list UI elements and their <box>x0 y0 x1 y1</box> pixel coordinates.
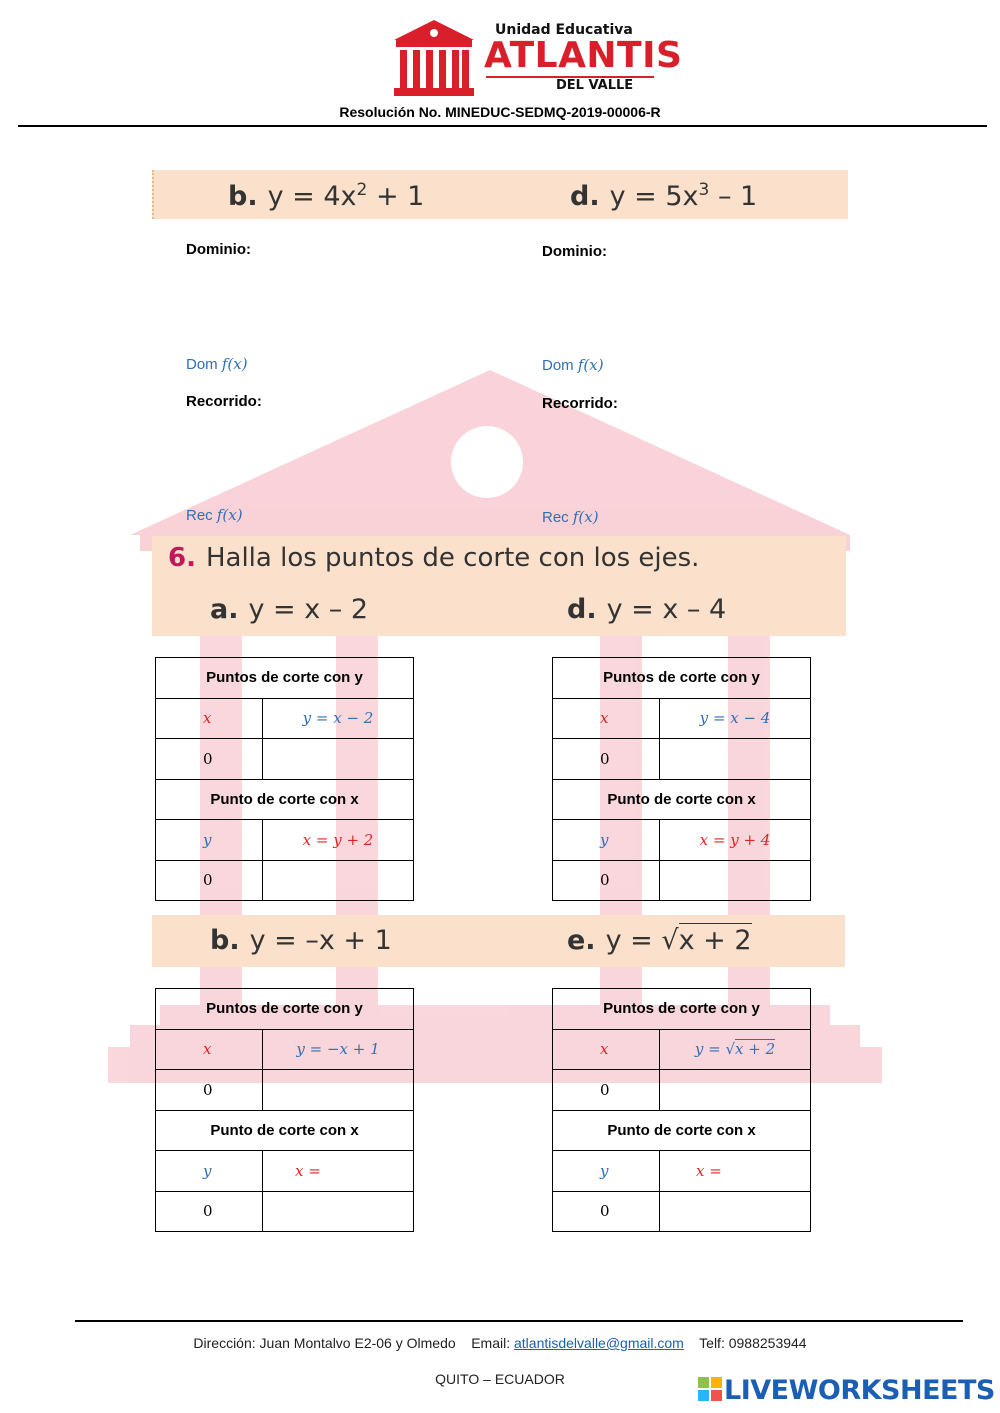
table-e-head-x: Punto de corte con x <box>553 1110 811 1151</box>
table-a-head-x: Punto de corte con x <box>156 779 414 820</box>
table-a-zero-2: 0 <box>203 871 213 890</box>
footer-city: QUITO – ECUADOR <box>435 1371 565 1387</box>
table-e-x-expr: x = <box>696 1161 722 1180</box>
table-e-var-x: x <box>600 1040 609 1059</box>
table-a-x-expr: x = y + 2 <box>302 830 374 849</box>
school-top-label: Unidad Educativa <box>495 22 633 38</box>
table-a-answer-1[interactable] <box>263 739 414 780</box>
rec-fx-right[interactable]: Rec f(x) <box>542 508 599 526</box>
footer-email-link[interactable]: atlantisdelvalle@gmail.com <box>514 1335 684 1351</box>
table-a-zero-1: 0 <box>203 749 213 768</box>
table-b-head-y: Puntos de corte con y <box>156 989 414 1030</box>
table-d-y-expr: y = x − 4 <box>699 709 771 728</box>
table-d <box>552 657 811 901</box>
table-d-zero-1: 0 <box>600 749 610 768</box>
equation-b-top: b. $y = 4x^2 + 1$ <box>228 180 425 212</box>
dominio-label-right: Dominio: <box>542 243 607 260</box>
table-b-answer-1[interactable] <box>263 1070 414 1111</box>
table-a-var-y: y <box>203 830 212 849</box>
table-e-y-expr: y = √x + 2 <box>694 1040 776 1059</box>
table-b-var-y: y <box>203 1161 212 1180</box>
school-name: ATLANTIS <box>484 35 683 76</box>
footer-phone: Telf: 0988253944 <box>699 1335 807 1351</box>
table-e-answer-2[interactable] <box>660 1191 811 1232</box>
table-d-x-expr: x = y + 4 <box>699 830 771 849</box>
table-b-y-expr: y = −x + 1 <box>296 1040 380 1059</box>
equation-d-top: d. $y = 5x^3 - 1$ <box>570 180 758 212</box>
table-d-answer-2[interactable] <box>660 860 811 901</box>
table-d-zero-2: 0 <box>600 871 610 890</box>
table-a-y-expr: y = x − 2 <box>302 709 374 728</box>
dom-fx-right[interactable]: Dom f(x) <box>542 356 604 374</box>
table-b-answer-2[interactable] <box>263 1191 414 1232</box>
table-e-zero-1: 0 <box>600 1080 610 1099</box>
equation-a: a. y = x – 2 <box>210 594 369 625</box>
table-a <box>155 657 414 901</box>
school-logo-icon <box>392 18 476 98</box>
equation-b: b. y = –x + 1 <box>210 925 392 956</box>
footer-email-label: Email: <box>471 1335 511 1351</box>
footer-divider <box>75 1320 963 1322</box>
table-b-x-expr: x = <box>295 1161 321 1180</box>
table-d-head-x: Punto de corte con x <box>553 779 811 820</box>
equation-e: e. y = √x + 2 <box>567 925 752 956</box>
school-sub-label: DEL VALLE <box>556 78 634 93</box>
equation-d: d. y = x – 4 <box>567 594 727 625</box>
table-a-head-y: Puntos de corte con y <box>156 658 414 699</box>
dominio-label-left: Dominio: <box>186 241 251 258</box>
table-e-zero-2: 0 <box>600 1202 610 1221</box>
table-b-var-x: x <box>203 1040 212 1059</box>
footer-contact <box>0 1335 1000 1351</box>
table-b-head-x: Punto de corte con x <box>156 1110 414 1151</box>
footer-address: Dirección: Juan Montalvo E2-06 y Olmedo <box>193 1335 456 1351</box>
table-d-answer-1[interactable] <box>660 739 811 780</box>
section6-heading: 6. Halla los puntos de corte con los ejes. <box>168 543 700 573</box>
resolution-text: Resolución No. MINEDUC-SEDMQ-2019-00006-R <box>339 104 661 120</box>
table-b-zero-2: 0 <box>203 1202 213 1221</box>
table-e-head-y: Puntos de corte con y <box>553 989 811 1030</box>
table-e <box>552 988 811 1232</box>
table-d-head-y: Puntos de corte con y <box>553 658 811 699</box>
table-d-var-y: y <box>600 830 609 849</box>
table-a-answer-2[interactable] <box>263 860 414 901</box>
table-b <box>155 988 414 1232</box>
dom-fx-left[interactable]: Dom f(x) <box>186 355 248 373</box>
recorrido-label-left: Recorrido: <box>186 393 262 410</box>
recorrido-label-right: Recorrido: <box>542 395 618 412</box>
liveworksheets-logo-icon <box>698 1377 722 1401</box>
header-divider <box>18 125 987 127</box>
table-d-var-x: x <box>600 709 609 728</box>
table-b-zero-1: 0 <box>203 1080 213 1099</box>
table-e-var-y: y <box>600 1161 609 1180</box>
table-a-var-x: x <box>203 709 212 728</box>
table-e-answer-1[interactable] <box>660 1070 811 1111</box>
liveworksheets-brand: LIVEWORKSHEETS <box>724 1375 995 1406</box>
rec-fx-left[interactable]: Rec f(x) <box>186 506 243 524</box>
